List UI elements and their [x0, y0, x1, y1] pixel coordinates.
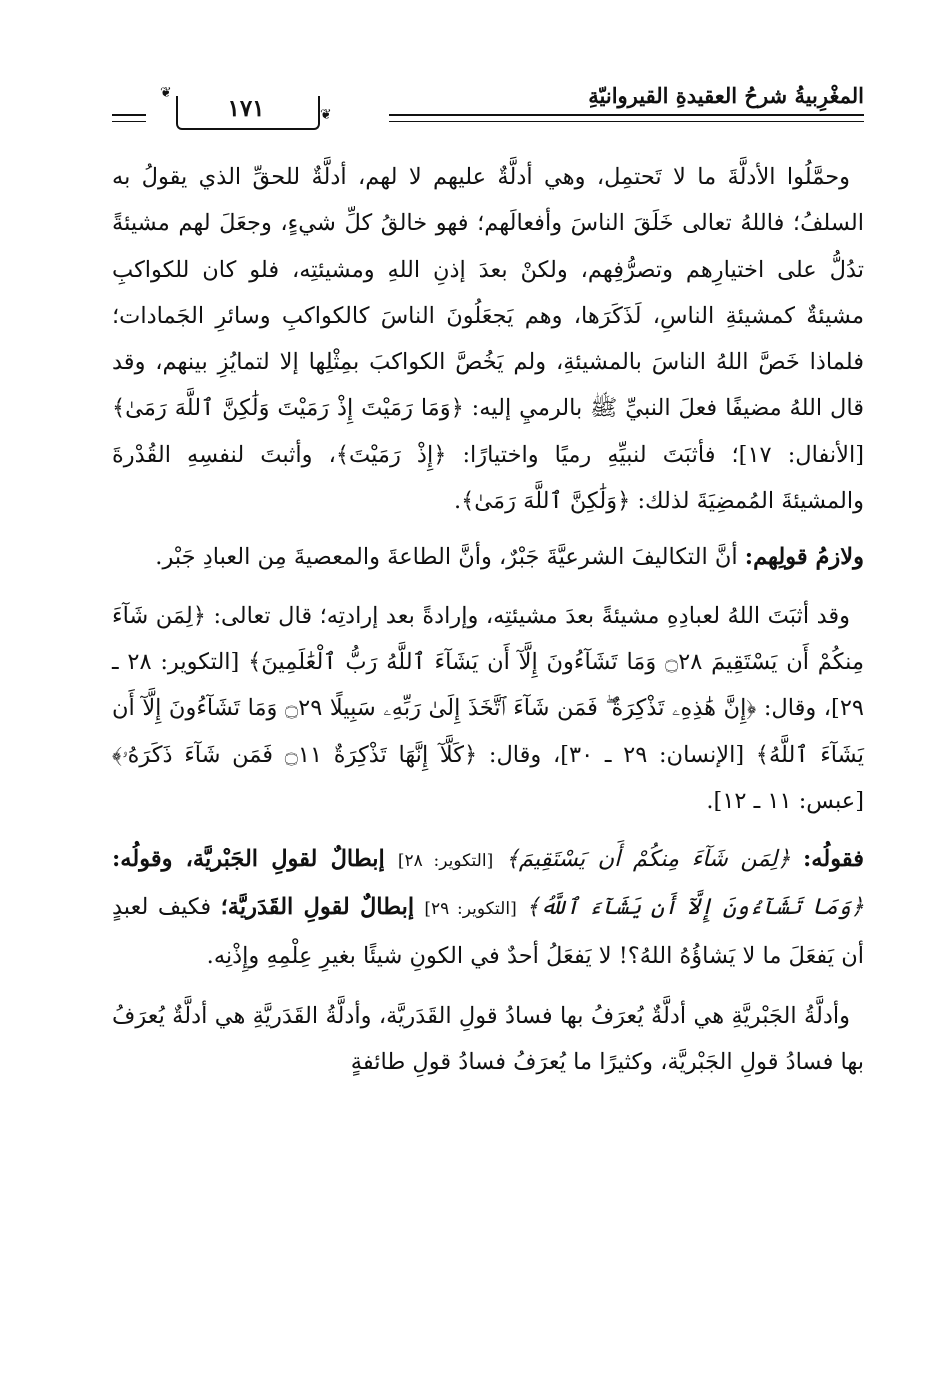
paragraph: وقد أثبَتَ اللهُ لعبادِهِ مشيئةً بعدَ مشيئتِه، وإرادةً بعد إرادتِه؛ قال تعالى: ﴿لِمَن شَآءَ مِنكُمْ أَن يَسْتَقِيمَ ۝٢٨ وَمَا تَشَآءُونَ إِلَّآ أَن يَشَآءَ ٱللَّهُ رَبُّ ٱلْعَٰلَمِينَ﴾ [التكوير: ٢٨ ـ ٢٩]، وقال: ﴿إِنَّ هَٰذِهِۦ تَذْكِرَةٌ ۖ فَمَن شَآءَ ٱتَّخَذَ إِلَىٰ رَبِّهِۦ سَبِيلًا ۝٢٩ وَمَا تَشَآءُونَ إِلَّآ أَن يَشَآءَ ٱللَّهُ﴾ [الإنسان: ٢٩ ـ ٣٠]، وقال: ﴿كَلَّآ إِنَّهَا تَذْكِرَةٌ ۝١١ فَمَن شَآءَ ذَكَرَهُۥ﴾ [عبس: ١١ ـ ١٢]. — [112, 602, 864, 814]
paragraph: وأدلَّةُ الجَبْريَّةِ هي أدلَّةٌ يُعرَفُ بها فسادُ قولِ القَدَريَّة، وأدلَّةُ القَدَريَّةِ هي أدلَّةٌ يُعرَفُ بها فسادُ قولِ الجَبْريَّة، وكثيرًا ما يُعرَفُ فسادُ قولِ طائفةٍ — [112, 1003, 864, 1076]
paragraph-lead: فقولُه: — [803, 846, 864, 873]
paragraph-text: أنَّ التكاليفَ الشرعيَّةَ جَبْرٌ، وأنَّ الطاعةَ والمعصيةَ مِن العبادِ جَبْر. — [155, 544, 745, 571]
paragraph-lead: وقولُه: — [112, 846, 186, 873]
page-body — [112, 154, 864, 1086]
paragraph — [112, 836, 864, 979]
paragraph: وحمَّلُوا الأدلَّةَ ما لا تَحتمِل، وهي أدلَّةٌ عليهم لا لهم، أدلَّةٌ للحقِّ الذي يقولُ به السلفُ؛ فاللهُ تعالى خَلَقَ الناسَ وأفعالَهم؛ فهو خالقُ كلِّ شيءٍ، وجعَلَ لهم مشيئةً تدُلُّ على اختيارِهم وتصرُّفِهم، ولكنْ بعدَ إذنِ اللهِ ومشيئتِه، فلو كان للكواكبِ مشيئةٌ كمشيئةِ الناسِ، لَذَكَرَها، وهم يَجعَلُونَ الناسَ كالكواكبِ وسائرِ الجَمادات؛ فلماذا خَصَّ اللهُ الناسَ بالمشيئةِ، ولم يَخُصَّ الكواكبَ بمِثْلِها إلا لتمايُزِ بينهم، وقد قال اللهُ مضيفًا فعلَ النبيِّ ﷺ بالرميِ إليه: ﴿وَمَا رَمَيْتَ إِذْ رَمَيْتَ وَلَٰكِنَّ ٱللَّهَ رَمَىٰ﴾ [الأنفال: ١٧]؛ فأثبَتَ لنبيِّهِ رميًا واختيارًا: ﴿إِذْ رَمَيْتَ﴾، وأثبتَ لنفسِهِ القُدْرةَ والمشيئةَ المُمضِيَةَ لذلك: ﴿وَلَٰكِنَّ ٱللَّهَ رَمَىٰ﴾. — [112, 164, 864, 515]
paragraph-lead: ولازمُ قولِهم: — [744, 544, 864, 571]
page-number-frame — [154, 86, 344, 128]
running-title: المغْرِبيةُ شرحُ العقيدةِ القيروانيّةِ — [588, 83, 864, 108]
bold-statement: إبطالٌ لقولِ الجَبْريَّة، — [185, 846, 398, 873]
header-rule — [389, 114, 864, 122]
ornament-icon: ❦ — [160, 85, 172, 101]
page-number: ١٧١ — [227, 95, 265, 122]
verse-reference: [التكوير: ٢٩] — [424, 899, 517, 920]
quran-verse: ﴿لِمَن شَآءَ مِنكُمْ أَن يَسْتَقِيمَ﴾ — [493, 846, 803, 873]
paragraph — [112, 534, 864, 580]
header-rule-left — [112, 114, 146, 122]
paragraph-text: فكيف لعبدٍ أن يَفعَلَ ما لا يَشاؤُهُ اللهُ؟! لا يَفعَلُ أحدٌ في الكونِ شيئًا بغيرِ عِلْمِهِ وإِذْنِه. — [112, 894, 864, 969]
running-header — [112, 82, 864, 138]
bold-statement: إبطالٌ لقولِ القَدَريَّة؛ — [220, 894, 425, 921]
verse-reference: [التكوير: ٢٨] — [397, 851, 494, 872]
quran-verse: ﴿وَمَا تَشَآءُونَ إِلَّآ أَن يَشَآءَ ٱللَّهُ﴾ — [516, 894, 864, 921]
ornament-icon: ❦ — [320, 107, 332, 123]
